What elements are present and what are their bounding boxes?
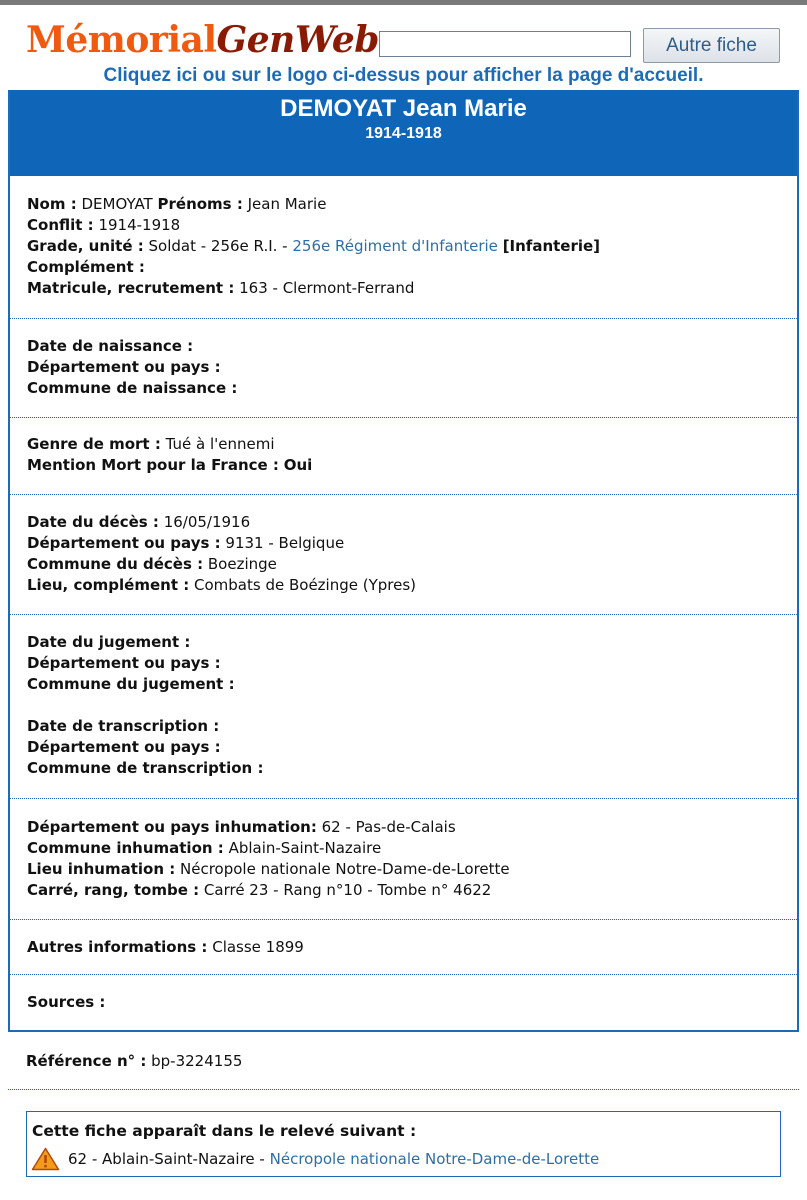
releve-item (32, 1147, 780, 1171)
nom-label: Nom : (27, 195, 77, 213)
judgment-commune-label: Commune du jugement : (27, 675, 235, 693)
judgment-date-label: Date du jugement : (27, 633, 191, 651)
burial-carre-value: Carré 23 - Rang n°10 - Tombe n° 4622 (203, 881, 492, 899)
identity-section (10, 176, 797, 319)
genre-mort-value: Tué à l'ennemi (165, 435, 275, 453)
judgment-section (10, 615, 797, 799)
complement-row (27, 257, 780, 278)
death-commune-label: Commune du décès : (27, 555, 204, 573)
burial-section (10, 799, 797, 920)
burial-lieu-value: Nécropole nationale Notre-Dame-de-Lorette (180, 860, 510, 878)
death-lieu-label: Lieu, complément : (27, 576, 190, 594)
death-commune-value: Boezinge (207, 555, 277, 573)
death-dept-label: Département ou pays : (27, 534, 221, 552)
nom-row (27, 194, 780, 215)
unit-link[interactable]: 256e Régiment d'Infanterie (292, 237, 498, 255)
complement-label: Complément : (27, 258, 145, 276)
burial-lieu-row (27, 859, 780, 880)
matricule-label: Matricule, recrutement : (27, 279, 235, 297)
burial-dept-value: 62 - Pas-de-Calais (321, 818, 456, 836)
burial-commune-row (27, 838, 780, 859)
death-type-section (10, 418, 797, 495)
conflit-row (27, 215, 780, 236)
transcription-date-label: Date de transcription : (27, 717, 220, 735)
death-commune-row (27, 554, 780, 575)
birth-section (10, 319, 797, 418)
burial-carre-row (27, 880, 780, 901)
matricule-row (27, 278, 780, 299)
burial-lieu-label: Lieu inhumation : (27, 860, 176, 878)
spacer (27, 695, 780, 716)
mention-label: Mention Mort pour la France : (27, 456, 279, 474)
mention-value: Oui (283, 456, 313, 474)
birth-commune-label: Commune de naissance : (27, 379, 238, 397)
window-top-edge (0, 0, 807, 5)
burial-carre-label: Carré, rang, tombe : (27, 881, 200, 899)
other-info-value: Classe 1899 (212, 938, 304, 956)
logo-part-memorial[interactable]: Mémorial (26, 19, 217, 61)
mention-row (27, 455, 780, 476)
reference-value: bp-3224155 (151, 1052, 243, 1070)
releve-prefix: 62 - Ablain-Saint-Nazaire - (68, 1150, 265, 1168)
prenoms-value: Jean Marie (247, 195, 327, 213)
death-section (10, 495, 797, 615)
releve-link[interactable]: Nécropole nationale Notre-Dame-de-Lorette (269, 1150, 600, 1168)
reference-label: Référence n° : (26, 1052, 147, 1070)
search-input[interactable] (379, 31, 631, 57)
reference-row (26, 1051, 242, 1072)
birth-date-label: Date de naissance : (27, 337, 194, 355)
releve-box (26, 1111, 781, 1177)
genre-mort-row (27, 434, 780, 455)
warning-icon (31, 1147, 60, 1171)
grade-row (27, 236, 780, 257)
death-date-row (27, 512, 780, 533)
autre-fiche-button[interactable]: Autre fiche (643, 28, 780, 63)
prenoms-label: Prénoms : (157, 195, 243, 213)
conflit-label: Conflit : (27, 216, 94, 234)
other-info-row (27, 937, 780, 958)
sources-section (10, 975, 797, 1031)
burial-commune-value: Ablain-Saint-Nazaire (228, 839, 382, 857)
birth-dept-label: Département ou pays : (27, 358, 221, 376)
death-date-value: 16/05/1916 (163, 513, 251, 531)
releve-title: Cette fiche apparaît dans le relevé suivant : (32, 1122, 417, 1140)
record-period: 1914-1918 (365, 125, 442, 142)
transcription-dept-label: Département ou pays : (27, 738, 221, 756)
burial-dept-label: Département ou pays inhumation: (27, 818, 317, 836)
death-lieu-row (27, 575, 780, 596)
transcription-commune-label: Commune de transcription : (27, 759, 264, 777)
burial-commune-label: Commune inhumation : (27, 839, 224, 857)
logo-part-genweb[interactable]: GenWeb (216, 19, 379, 61)
other-info-label: Autres informations : (27, 938, 208, 956)
matricule-value: 163 - Clermont-Ferrand (239, 279, 415, 297)
burial-dept-row (27, 817, 780, 838)
sources-label: Sources : (27, 993, 106, 1011)
record-name: DEMOYAT Jean Marie (280, 95, 527, 122)
grade-label: Grade, unité : (27, 237, 144, 255)
genre-mort-label: Genre de mort : (27, 435, 161, 453)
conflit-value: 1914-1918 (98, 216, 181, 234)
death-date-label: Date du décès : (27, 513, 159, 531)
judgment-dept-label: Département ou pays : (27, 654, 221, 672)
home-page-link[interactable]: Cliquez ici ou sur le logo ci-dessus pour afficher la page d'accueil. (103, 65, 704, 86)
record-panel (8, 90, 799, 1032)
record-header (10, 90, 797, 176)
arme-value: [Infanterie] (502, 237, 601, 255)
nom-value: DEMOYAT (81, 195, 153, 213)
death-dept-value: 9131 - Belgique (225, 534, 345, 552)
death-dept-row (27, 533, 780, 554)
divider (8, 1089, 799, 1090)
site-logo[interactable] (26, 18, 379, 62)
other-info-section (10, 920, 797, 975)
death-lieu-value: Combats de Boézinge (Ypres) (194, 576, 417, 594)
grade-value: Soldat - 256e R.I. - (148, 237, 288, 255)
